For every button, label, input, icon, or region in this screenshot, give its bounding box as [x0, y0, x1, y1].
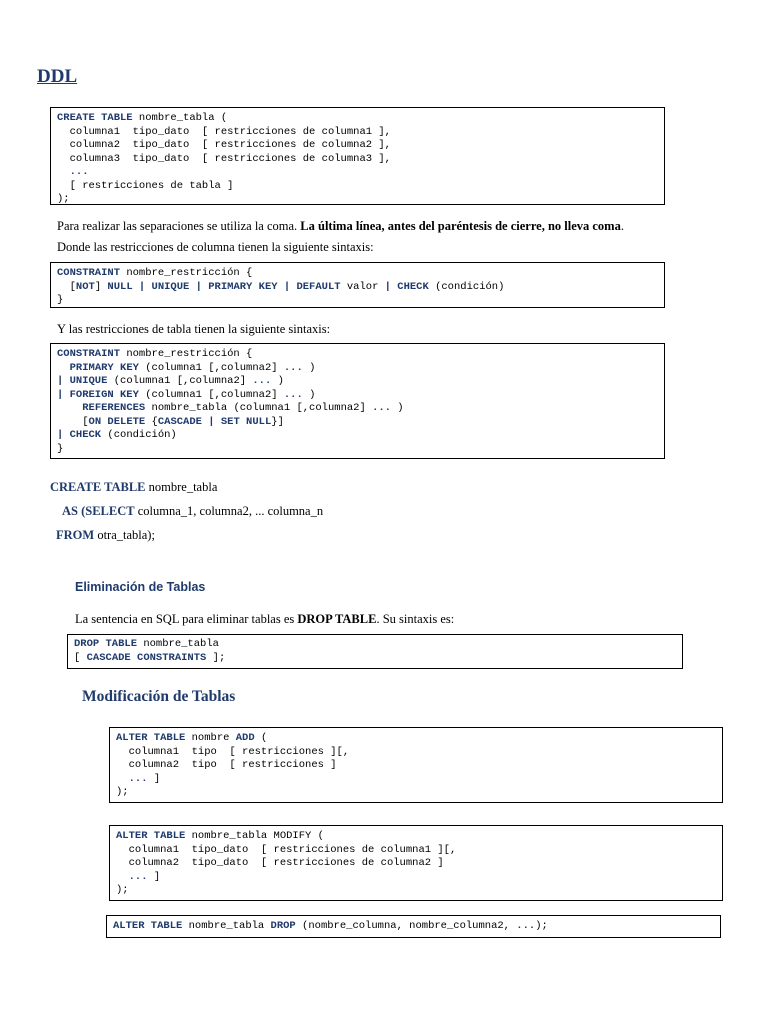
code-line [113, 920, 714, 934]
sql-keyword: ON DELETE [88, 415, 146, 428]
code-text: nombre_tabla MODIFY ( [185, 830, 324, 842]
sql-keyword: CONSTRAINT [57, 348, 121, 360]
code-text: (condición) [101, 429, 177, 441]
sql-keyword: ALTER TABLE [116, 732, 186, 744]
code-line [74, 638, 676, 652]
code-text: nombre_tabla ( [132, 112, 228, 124]
sql-keyword: CASCADE | SET NULL [157, 415, 272, 428]
code-text: } [57, 294, 64, 306]
code-line [57, 389, 658, 403]
separaciones-end: . [620, 219, 624, 233]
code-text: nombre_restricción { [120, 348, 253, 360]
separaciones-text: Para realizar las separaciones se utiliza la coma. [57, 219, 301, 233]
drop-paragraph-end: . Su sintaxis es: [376, 612, 455, 626]
create-as-select-text2: columna_1, columna2, ... columna_n [134, 504, 324, 518]
code-line [57, 126, 658, 140]
code-line [57, 362, 658, 376]
sql-keyword: ALTER TABLE [116, 830, 186, 842]
drop-table-bold-text: DROP TABLE [297, 612, 377, 626]
sql-keyword: | CHECK [384, 280, 429, 293]
create-as-select-line1 [50, 480, 217, 495]
code-text: valor [340, 280, 385, 293]
code-text: (columna1 [,columna2] [107, 375, 253, 387]
sql-keyword: CONSTRAINT [57, 267, 121, 279]
create-as-select-text1: nombre_tabla [145, 480, 218, 494]
code-text: columna1 tipo_dato [ restricciones de columna1 ][, [116, 843, 457, 856]
drop-table-paragraph [75, 612, 454, 627]
code-text: ); [116, 786, 129, 798]
code-line [57, 139, 658, 153]
sql-keyword: ALTER TABLE [113, 920, 183, 932]
code-text [116, 871, 129, 883]
code-text: ) [302, 361, 316, 374]
code-text: columna1 tipo_dato [ restricciones de columna1 ], [57, 125, 391, 138]
code-line [57, 112, 658, 126]
sql-keyword: CREATE TABLE [57, 112, 133, 124]
sql-keyword: REFERENCES [82, 402, 146, 414]
code-text: (columna1 [,columna2] [138, 388, 284, 401]
drop-paragraph-text: La sentencia en SQL para eliminar tablas es [75, 612, 298, 626]
code-line [57, 267, 658, 281]
code-text: [ [57, 280, 76, 293]
code-text: nombre_restricción { [120, 267, 253, 279]
code-text: ) [271, 375, 284, 387]
code-text: nombre_tabla (columna1 [,columna2] [145, 402, 373, 414]
sql-keyword: | FOREIGN KEY [57, 388, 139, 401]
code-text: columna2 tipo_dato [ restricciones de columna2 ] [116, 857, 444, 869]
from-keyword: FROM [56, 528, 95, 542]
code-line [57, 180, 658, 194]
sql-keyword: | CHECK [57, 429, 102, 441]
code-text: columna2 tipo_dato [ restricciones de columna2 ], [57, 139, 391, 151]
create-as-select-line3 [56, 528, 155, 543]
code-text: ( [254, 732, 268, 744]
code-text: } [57, 442, 64, 455]
sql-keyword: | UNIQUE [57, 375, 108, 387]
code-line [57, 281, 658, 295]
code-line [57, 429, 658, 443]
separaciones-paragraph [57, 219, 624, 234]
code-line [57, 402, 658, 416]
sql-keyword: DROP TABLE [74, 638, 138, 650]
code-text: [ restricciones de tabla ] [57, 179, 234, 192]
column-constraint-intro: Donde las restricciones de columna tienen la siguiente sintaxis: [57, 240, 374, 254]
code-line [116, 732, 716, 746]
sql-keyword: ... [283, 388, 303, 401]
sql-keyword: ... [372, 402, 391, 414]
code-text: nombre_tabla [137, 638, 219, 650]
code-text: ] [94, 280, 108, 293]
code-line [116, 746, 716, 760]
alter-modify-syntax-box [109, 825, 723, 901]
code-line [116, 830, 716, 844]
code-text: ); [57, 193, 70, 205]
code-line [57, 375, 658, 389]
code-text: ) [390, 402, 404, 414]
code-text: columna1 tipo [ restricciones ][, [116, 745, 350, 758]
create-table-syntax-box [50, 107, 665, 205]
code-text: }] [271, 415, 284, 428]
code-text: { [145, 415, 158, 428]
alter-add-syntax-box [109, 727, 723, 803]
code-text: nombre [185, 732, 236, 744]
code-text: columna2 tipo [ restricciones ] [116, 759, 337, 771]
code-text: (nombre_columna, nombre_columna2, [295, 920, 517, 932]
sql-keyword: NOT [75, 280, 95, 293]
code-text: ); [535, 920, 548, 932]
code-text: ] [147, 772, 161, 785]
code-text: ] [147, 870, 161, 883]
table-constraint-syntax-box [50, 343, 665, 459]
drop-table-syntax-box [67, 634, 683, 669]
code-line [116, 844, 716, 858]
sql-keyword: ... [516, 920, 536, 932]
code-line [57, 416, 658, 430]
code-text: ) [302, 388, 316, 401]
create-table-keyword: CREATE TABLE [50, 480, 146, 494]
sql-keyword: ... [69, 166, 89, 178]
code-line [116, 884, 716, 898]
code-text: (columna1 [,columna2] [138, 361, 284, 374]
code-line [116, 871, 716, 885]
code-line [57, 166, 658, 180]
code-text: ]; [206, 651, 226, 664]
heading-eliminacion-tablas: Eliminación de Tablas [75, 580, 206, 594]
code-text [57, 362, 70, 374]
code-text: columna3 tipo_dato [ restricciones de columna3 ], [57, 152, 391, 165]
sql-keyword: ... [128, 870, 148, 883]
sql-keyword: NULL | UNIQUE | PRIMARY KEY | DEFAULT [107, 280, 341, 293]
code-text [57, 402, 82, 414]
sql-keyword: CASCADE CONSTRAINTS [86, 651, 207, 664]
code-line [116, 857, 716, 871]
code-line [116, 759, 716, 773]
sql-keyword: ... [252, 375, 272, 387]
section-heading-ddl: DDL [37, 66, 78, 87]
code-text: [ [57, 415, 89, 428]
sql-keyword: DROP [270, 920, 296, 932]
code-text [116, 773, 129, 785]
as-select-keyword: AS (SELECT [62, 504, 135, 518]
code-text: [ [74, 651, 87, 664]
create-as-select-text3: otra_tabla); [94, 528, 155, 542]
code-line [116, 773, 716, 787]
heading-modificacion-tablas: Modificación de Tablas [82, 688, 236, 705]
code-text: (condición) [428, 280, 505, 293]
code-line [57, 443, 658, 457]
code-text [57, 166, 70, 178]
code-line [57, 294, 658, 308]
alter-drop-syntax-box [106, 915, 721, 938]
sql-keyword: PRIMARY KEY [69, 361, 139, 374]
code-line [74, 652, 676, 666]
code-line [57, 193, 658, 205]
table-constraint-intro: Y las restricciones de tabla tienen la siguiente sintaxis: [57, 322, 331, 336]
sql-keyword: ... [128, 772, 148, 785]
code-line [57, 153, 658, 167]
separaciones-bold-text: La última línea, antes del paréntesis de cierre, no lleva coma [300, 219, 621, 233]
column-constraint-syntax-box [50, 262, 665, 308]
create-as-select-line2 [62, 504, 323, 519]
sql-keyword: ADD [235, 732, 255, 744]
code-line [57, 348, 658, 362]
code-line [116, 786, 716, 800]
code-text: ); [116, 884, 129, 896]
code-text: nombre_tabla [182, 920, 271, 932]
sql-keyword: ... [283, 361, 303, 374]
